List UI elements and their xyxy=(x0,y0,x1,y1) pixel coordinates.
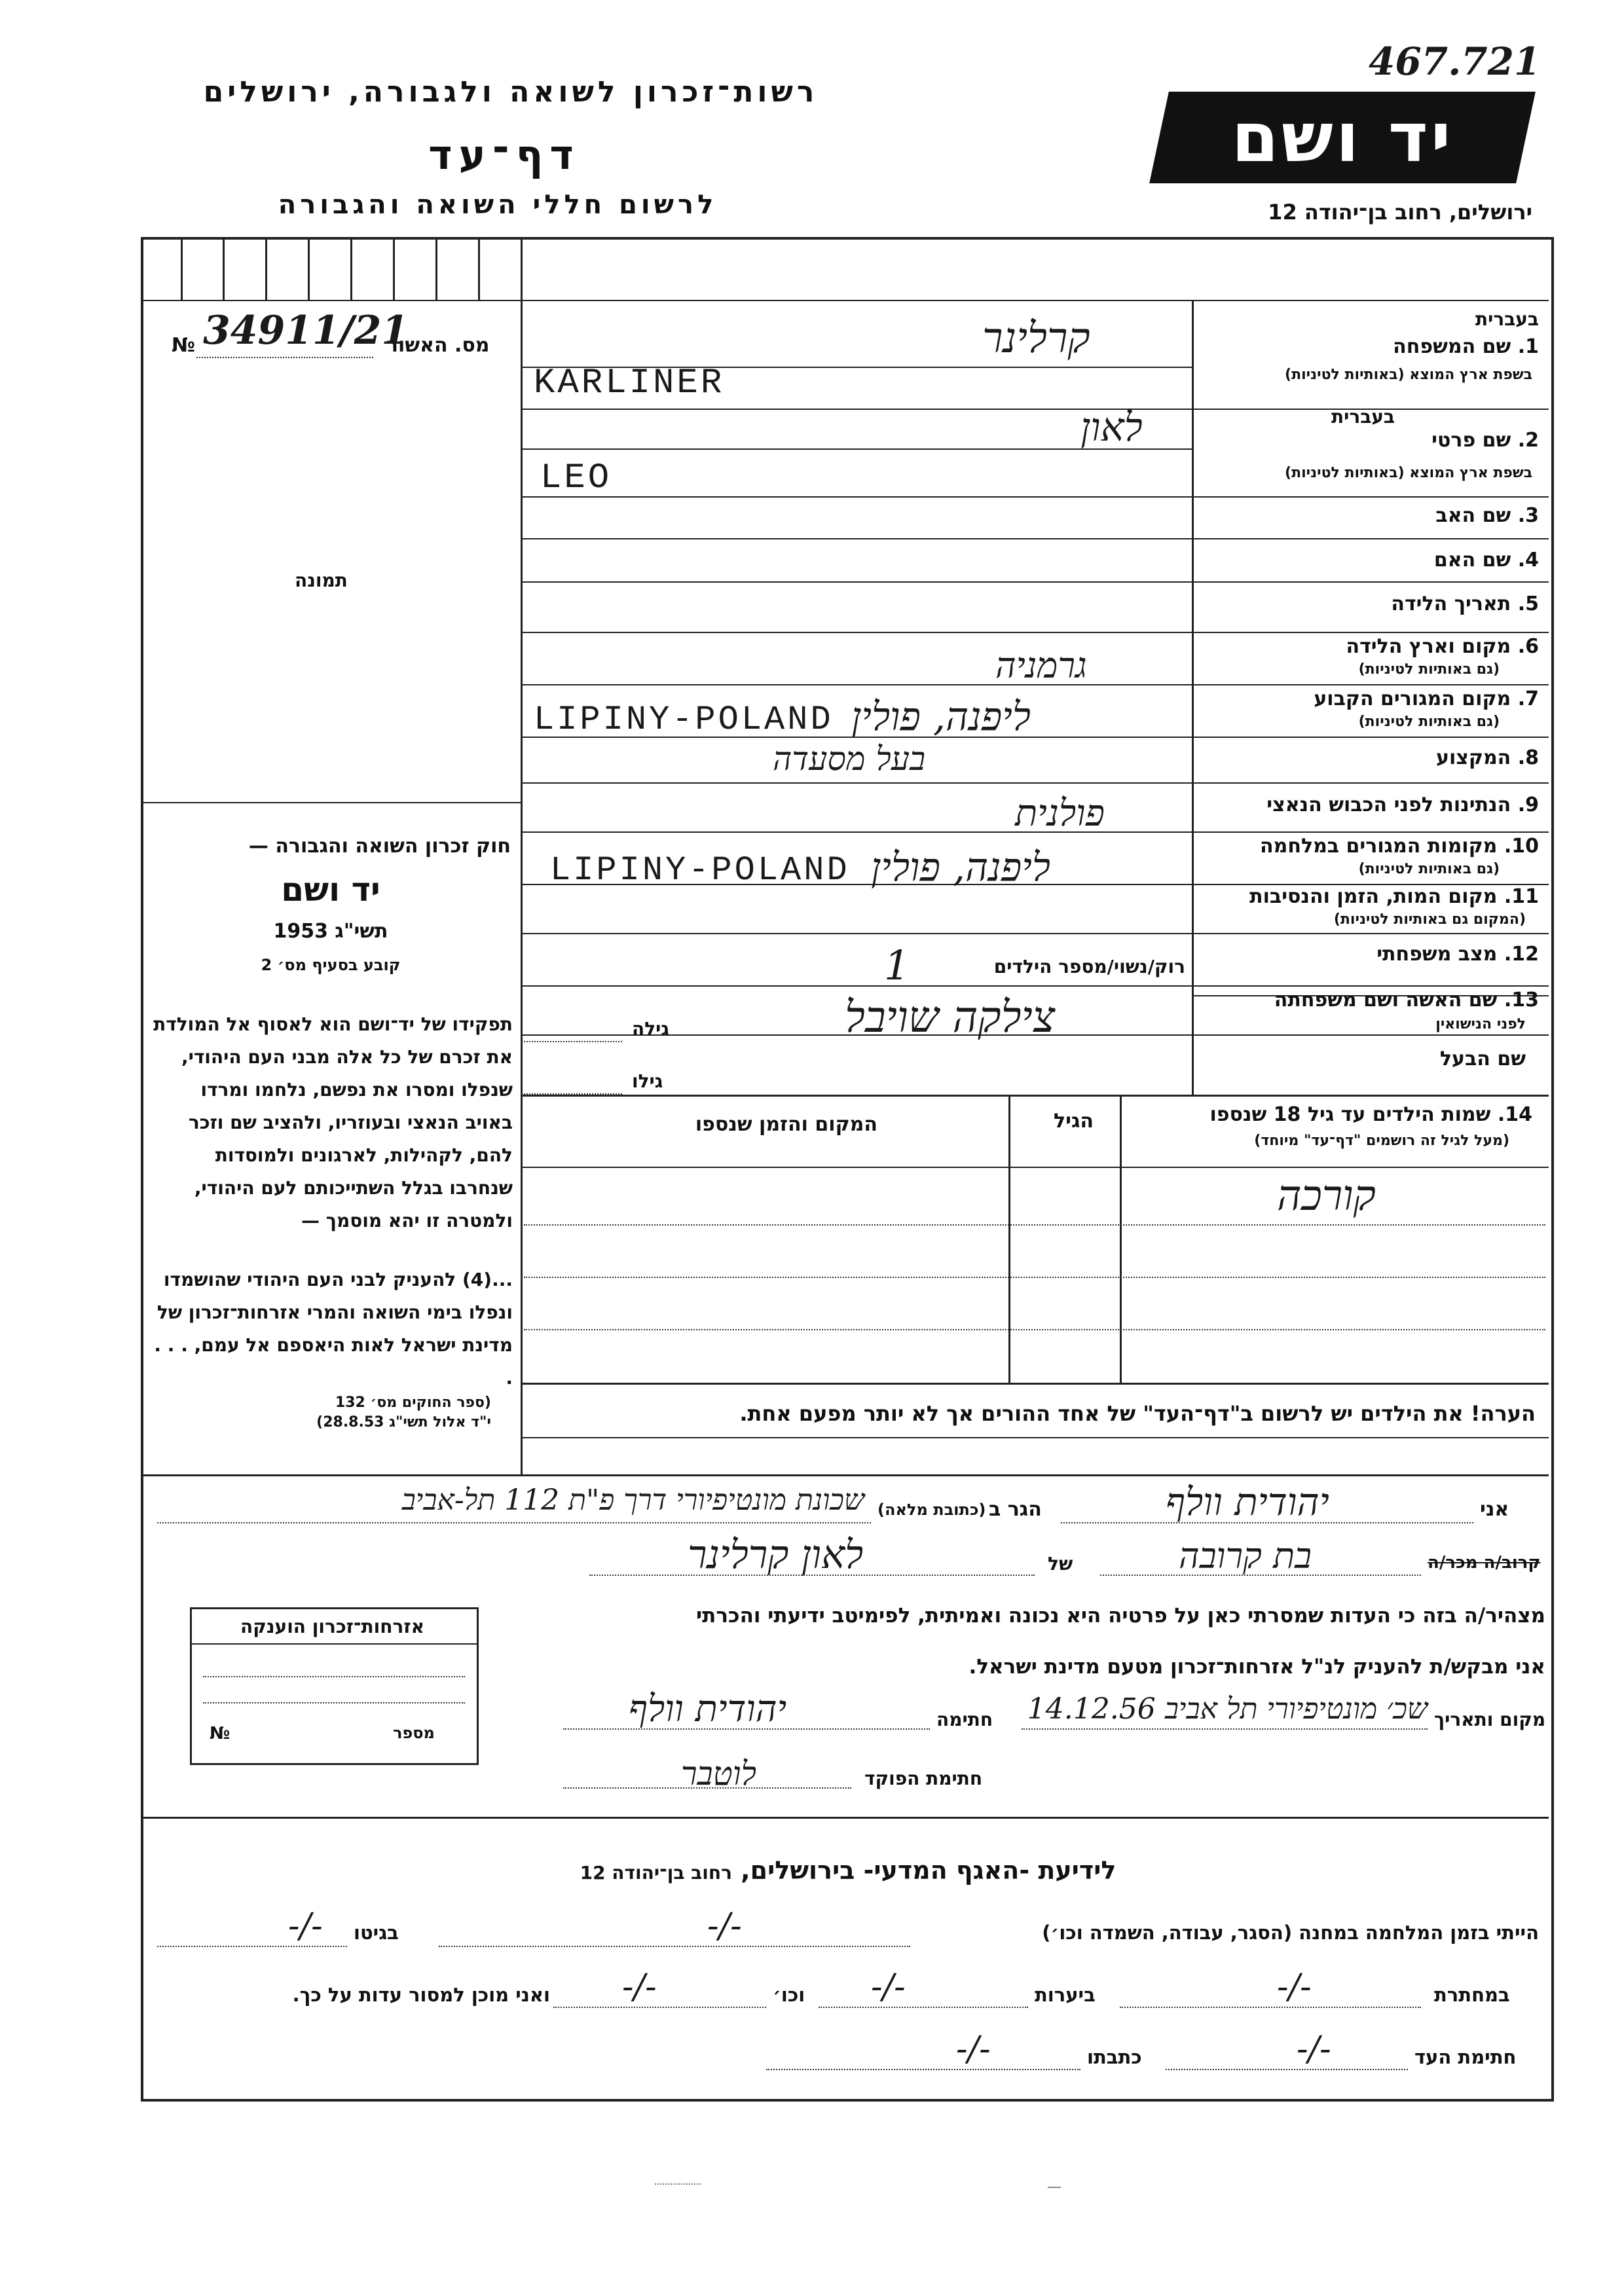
field-1-title: 1. שם המשפחה xyxy=(1393,335,1539,358)
decl-address: שכונת מונטיפיורי דרך פ"ת 112 תל-אביב xyxy=(401,1484,864,1517)
field-11-label: 11. מקום המות, הזמן והנסיבות xyxy=(1249,885,1539,908)
footer-line1-b: בגיטו xyxy=(354,1922,399,1944)
field-9-label: 9. הנתינות לפני הכבוש הנאצי xyxy=(1266,793,1539,816)
footer-line2-a: במחתרת xyxy=(1434,1984,1510,2006)
decl-place-date-label: מקום ותאריך xyxy=(1434,1709,1546,1730)
field-2-hebrew-tag: בעברית xyxy=(1331,406,1395,428)
value-family-name-latin: KARLINER xyxy=(534,363,725,403)
footer-line1-dash-a: -/- xyxy=(707,1906,742,1946)
decl-declarant-name: יהודית וולף xyxy=(1166,1480,1329,1524)
form-title: דף־עד xyxy=(428,131,580,179)
footer-line1-dash-b: -/- xyxy=(288,1906,323,1946)
footer-line3-dash-b: -/- xyxy=(956,2030,991,2069)
footer-line2-c: וכו׳ xyxy=(773,1984,805,2006)
field-2-sub: בשפת ארץ המוצא (באותיות לטיניות) xyxy=(1285,465,1532,481)
decl-statement-1: מצהיר/ה בזה כי העדות שמסרתי כאן על פרטיה היא נכונה ואמיתית, לפימיטב ידיעתי והכרתי xyxy=(696,1604,1545,1628)
footer-line3-b: כתבתו xyxy=(1087,2046,1142,2068)
field-7-label: 7. מקום המגורים הקבוע xyxy=(1314,687,1539,710)
children-age-header: הגיל xyxy=(1054,1110,1094,1133)
value-wife-name: צילקה שויבל xyxy=(845,992,1056,1042)
photo-label: תמונה xyxy=(295,570,348,591)
field-10-label: 10. מקומות המגורים במלחמה xyxy=(1260,835,1539,858)
decl-signature-label: חתימה xyxy=(936,1709,993,1730)
value-family-name-hebrew: קרלינר xyxy=(982,314,1090,363)
footer-line2-dash-c: -/- xyxy=(622,1967,657,2007)
wife-age-label: גילה xyxy=(632,1018,669,1040)
decl-officer-signature: לוטבר xyxy=(681,1755,757,1793)
footer-line2-d: ואני מוכן למסור עדות על כך. xyxy=(292,1984,550,2006)
decl-relation: בת קרובה xyxy=(1179,1535,1312,1576)
law-date: י"ד אלול תשי"ג 28.8.53) xyxy=(316,1414,491,1430)
field-5-label: 5. תאריך הלידה xyxy=(1391,592,1539,615)
header-address: ירושלים, רחוב בן־יהודה 12 xyxy=(1268,200,1532,225)
value-profession: בעל מסעדה xyxy=(773,740,926,778)
field-3-label: 3. שם האב xyxy=(1435,504,1539,527)
citizenship-number-label: מספר xyxy=(393,1724,435,1742)
field-13-sub: לפני הנישואין xyxy=(1435,1016,1526,1032)
decl-statement-2: אני מבקש/ת להעניק לנ"ל אזרחות־זכרון מטעם מדינת ישראל. xyxy=(969,1655,1545,1679)
footer-line3-a: חתימת העד xyxy=(1414,2046,1517,2068)
value-war-residence-latin: LIPINY-POLAND xyxy=(550,851,850,890)
authority-line: רשות־זכרון לשואה ולגבורה, ירושלים xyxy=(203,75,819,109)
field-10-sub: (גם באותיות לטיניות) xyxy=(1358,861,1500,877)
field-6-sub: (גם באותיות לטיניות) xyxy=(1358,661,1500,678)
footer-line1-a: הייתי בזמן המלחמה במחנה (הסגר, עבודה, השמדה וכו׳) xyxy=(1042,1922,1539,1944)
field-2-title: 2. שם פרטי xyxy=(1431,429,1539,452)
citizenship-title: אזרחות־זכרון הוענקה xyxy=(240,1616,424,1637)
children-sub: (מעל לגיל זה רושמים "דף־עד" מיוחד) xyxy=(1254,1133,1509,1149)
value-first-name-hebrew: לאון xyxy=(1080,405,1143,450)
footer-line2-b: ביערות xyxy=(1035,1984,1096,2006)
decl-place-date: שכ׳ מונטיפיורי תל אביב 14.12.56 xyxy=(1027,1692,1428,1726)
field-8-label: 8. המקצוע xyxy=(1435,746,1539,769)
value-war-residence-hebrew: ליפנה, פולין xyxy=(871,845,1050,890)
children-label: 14. שמות הילדים עד גיל 18 שנספו xyxy=(1209,1103,1532,1126)
decl-address-label: (כתובת מלאה) xyxy=(877,1501,986,1519)
field-12-label: 12. מצב משפחתי xyxy=(1376,943,1539,966)
field-13-label: 13. שם האשה ושם משפחתה xyxy=(1274,989,1539,1011)
children-place-header: המקום והזמן שנספו xyxy=(695,1113,877,1136)
footer-line2-dash-a: -/- xyxy=(1277,1967,1312,2007)
field-1-sub: בשפת ארץ המוצא (באותיות לטיניות) xyxy=(1285,367,1532,383)
registration-no-symbol: № xyxy=(172,334,196,357)
value-birth-place: גרמניה xyxy=(995,645,1087,686)
law-text-2: ...(4) להעניק לבני העם היהודי שהושמדו ונפלו בימי השואה והמרי אזרחות־זכרון של מדינת ישראל לאות היאספם אל עמם, . . . . xyxy=(154,1269,513,1389)
decl-signature: יהודית וולף xyxy=(629,1688,787,1730)
law-text-1: תפקידו של יד־ושם הוא לאסוף אל המולדת את זכרם של כל אלה מבני העם היהודי, שנפלו ומסרו את נפשם, נלחמו ומרדו באויב הנאצי ובעוזריו, ולהציב שם וזכר להם, לקהילות, לארגונים ולמוסדות שנחרבו בגלל השתייכותם לעם היהודי, ולמטרה זו יהא מוסמך — xyxy=(153,1013,513,1231)
registration-number: 34911/21 xyxy=(203,308,409,354)
field-6-label: 6. מקום וארץ הלידה xyxy=(1346,635,1539,658)
scan-smudge xyxy=(655,2183,701,2191)
footer-line3-dash-a: -/- xyxy=(1297,2030,1331,2069)
law-title: חוק זכרון השואה והגבורה — xyxy=(248,835,511,858)
value-citizenship: פולנית xyxy=(1015,792,1105,835)
scan-mark xyxy=(1048,2187,1061,2188)
value-residence-hebrew: ליפנה, פולין xyxy=(851,694,1031,740)
law-name: יד ושם xyxy=(281,871,380,909)
husband-age-label: גילו xyxy=(632,1070,663,1092)
footer-heading: לידיעת -האגף המדעי- בירושלים, רחוב בן־יהודה 12 xyxy=(580,1856,1116,1885)
value-children-count: 1 xyxy=(884,941,910,989)
decl-of: של xyxy=(1048,1553,1073,1575)
yad-vashem-logo: יד ושם xyxy=(1149,92,1536,183)
value-residence-latin: LIPINY-POLAND xyxy=(534,701,834,739)
child-name-1: קורכה xyxy=(1277,1172,1376,1220)
registration-label: מס. האשור xyxy=(386,334,490,357)
citizenship-no-symbol: № xyxy=(210,1724,231,1743)
decl-deceased: לאון קרלינר xyxy=(688,1532,864,1578)
footer-line2-dash-b: -/- xyxy=(871,1967,906,2007)
form-subtitle: לרשום חללי השואה והגבורה xyxy=(278,190,718,220)
field-4-label: 4. שם האם xyxy=(1433,549,1539,572)
husband-name-label: שם הבעל xyxy=(1439,1048,1526,1070)
decl-officer-label: חתימת הפוקד xyxy=(864,1768,983,1789)
law-source: (ספר החוקים מס׳ 132 xyxy=(335,1394,491,1411)
field-11-sub: (המקום גם באותיות לטיניות) xyxy=(1333,911,1526,928)
field-12-status-options: רוק/נשוי/מספר הילדים xyxy=(993,956,1185,977)
value-first-name-latin: LEO xyxy=(540,458,612,498)
handwritten-file-number: 467.721 xyxy=(1369,39,1541,84)
decl-ani: אני xyxy=(1480,1498,1509,1521)
law-clause: קובע בסעיף מס׳ 2 xyxy=(261,956,401,974)
field-1-label: בעברית xyxy=(1475,308,1539,330)
law-year: תשי"ג 1953 xyxy=(273,920,388,943)
children-note: הערה! את הילדים יש לרשום ב"דף־העד" של אחד ההורים אך לא יותר מפעם אחת. xyxy=(739,1401,1536,1426)
decl-resides: הגר ב xyxy=(989,1498,1042,1521)
decl-relation-label: קרוב/ה מכר/ה xyxy=(1428,1553,1541,1573)
field-7-sub: (גם באותיות לטיניות) xyxy=(1358,714,1500,730)
